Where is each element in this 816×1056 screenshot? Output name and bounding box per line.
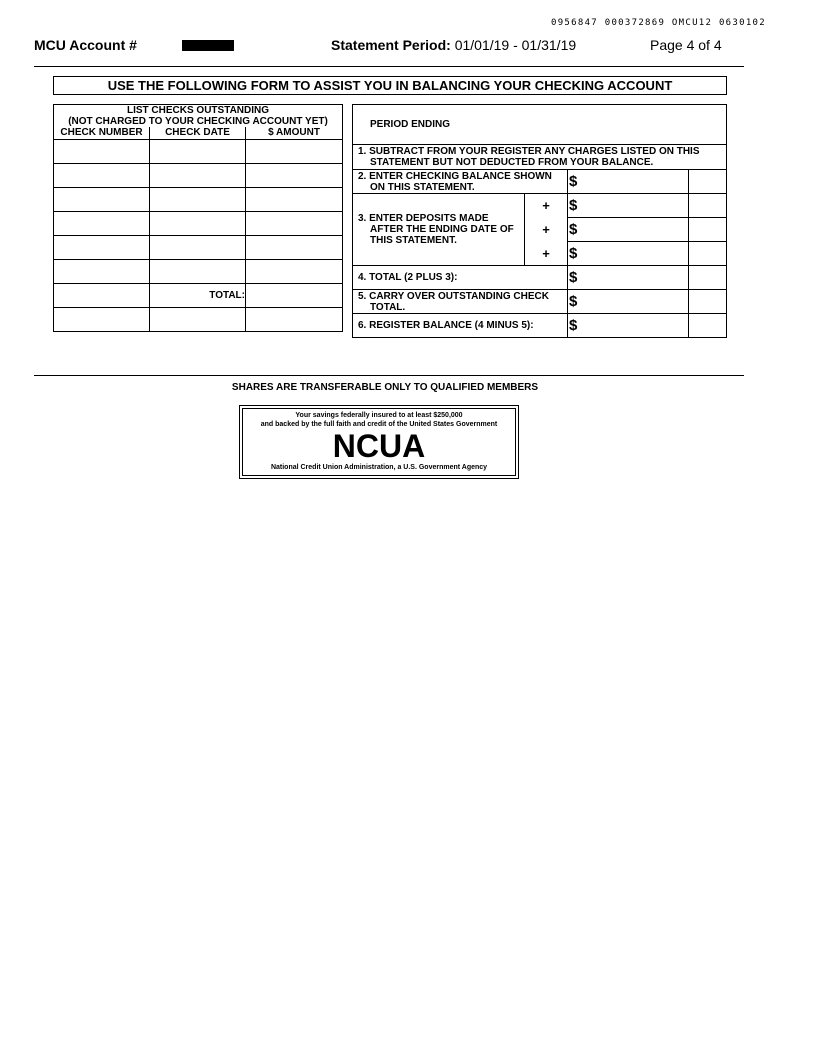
form-title: USE THE FOLLOWING FORM TO ASSIST YOU IN BALANCING YOUR CHECKING ACCOUNT	[53, 76, 727, 95]
table-row	[54, 164, 343, 188]
check-date-cell[interactable]	[150, 212, 246, 236]
step-6-amount[interactable]: $	[568, 314, 689, 338]
total-amount-cell[interactable]	[246, 284, 343, 308]
table-row	[54, 260, 343, 284]
table-row	[54, 212, 343, 236]
check-date-cell[interactable]	[150, 164, 246, 188]
check-date-cell[interactable]	[150, 260, 246, 284]
col-check-date: CHECK DATE	[150, 127, 246, 140]
footer-divider	[34, 375, 744, 376]
deposit-cents[interactable]	[689, 194, 727, 218]
step-4-label: 4. TOTAL (2 PLUS 3):	[353, 266, 568, 290]
shares-notice: SHARES ARE TRANSFERABLE ONLY TO QUALIFIED MEMBERS	[231, 382, 539, 393]
step-6-label: 6. REGISTER BALANCE (4 MINUS 5):	[353, 314, 568, 338]
deposit-amount[interactable]: $	[568, 242, 689, 266]
check-number-cell[interactable]	[54, 188, 150, 212]
table-row	[54, 140, 343, 164]
period-label: Statement Period:	[331, 37, 451, 53]
balance-form-table	[352, 104, 727, 338]
col-amount: $ AMOUNT	[246, 127, 343, 140]
step-5-amount[interactable]: $	[568, 290, 689, 314]
total-label: TOTAL:	[150, 284, 246, 308]
step-1: 1. SUBTRACT FROM YOUR REGISTER ANY CHARGES LISTED ON THIS STATEMENT BUT NOT DEDUCTED FROM YOUR BALANCE.	[353, 145, 727, 170]
check-number-cell[interactable]	[54, 308, 150, 332]
step-2-cents[interactable]	[689, 170, 727, 194]
amount-cell[interactable]	[246, 188, 343, 212]
table-row	[54, 308, 343, 332]
statement-period	[331, 37, 576, 53]
plus-sign: +	[525, 218, 568, 242]
ncua-agency-text: National Credit Union Administration, a U.S. Government Agency	[270, 464, 488, 471]
check-date-cell[interactable]	[150, 236, 246, 260]
outstanding-checks-table	[53, 104, 343, 332]
step-5-label: 5. CARRY OVER OUTSTANDING CHECK TOTAL.	[353, 290, 568, 314]
step-4-cents[interactable]	[689, 266, 727, 290]
account-label: MCU Account #	[34, 37, 137, 53]
deposit-amount[interactable]: $	[568, 194, 689, 218]
statement-header	[34, 37, 744, 55]
amount-cell[interactable]	[246, 236, 343, 260]
check-number-cell[interactable]	[54, 212, 150, 236]
header-divider	[34, 66, 744, 67]
check-number-cell[interactable]	[54, 140, 150, 164]
amount-cell[interactable]	[246, 140, 343, 164]
check-number-cell[interactable]	[54, 260, 150, 284]
ncua-insured-text: Your savings federally insured to at least $250,000 and backed by the full faith and credit of the United States Government	[260, 412, 498, 428]
amount-cell[interactable]	[246, 212, 343, 236]
check-date-cell[interactable]	[150, 188, 246, 212]
period-value: 01/01/19 - 01/31/19	[454, 37, 577, 53]
check-date-cell[interactable]	[150, 140, 246, 164]
step-2-label: 2. ENTER CHECKING BALANCE SHOWN ON THIS STATEMENT.	[353, 170, 568, 194]
table-row	[54, 236, 343, 260]
deposit-cents[interactable]	[689, 242, 727, 266]
amount-cell[interactable]	[246, 164, 343, 188]
account-number-redacted	[182, 40, 234, 51]
step-3-label: 3. ENTER DEPOSITS MADE AFTER THE ENDING DATE OF THIS STATEMENT.	[353, 194, 525, 266]
amount-cell[interactable]	[246, 260, 343, 284]
deposit-cents[interactable]	[689, 218, 727, 242]
step-4-amount[interactable]: $	[568, 266, 689, 290]
step-2-amount[interactable]: $	[568, 170, 689, 194]
plus-sign: +	[525, 242, 568, 266]
page-number: Page 4 of 4	[650, 37, 722, 53]
document-code: 0956847 000372869 OMCU12 0630102	[551, 18, 766, 28]
checks-title-1: LIST CHECKS OUTSTANDING	[54, 105, 343, 117]
col-check-number: CHECK NUMBER	[54, 127, 150, 140]
amount-cell[interactable]	[246, 308, 343, 332]
check-number-cell[interactable]	[54, 236, 150, 260]
step-6-cents[interactable]	[689, 314, 727, 338]
check-number-cell[interactable]	[54, 164, 150, 188]
ncua-insurance-badge	[239, 405, 519, 479]
period-ending: PERIOD ENDING	[353, 105, 727, 145]
plus-sign: +	[525, 194, 568, 218]
deposit-amount[interactable]: $	[568, 218, 689, 242]
ncua-logo: NCUA	[332, 428, 426, 464]
check-number-cell[interactable]	[54, 284, 150, 308]
check-date-cell[interactable]	[150, 308, 246, 332]
table-row	[54, 284, 343, 308]
checks-title-2: (NOT CHARGED TO YOUR CHECKING ACCOUNT YET)	[54, 116, 343, 127]
step-5-cents[interactable]	[689, 290, 727, 314]
table-row	[54, 188, 343, 212]
